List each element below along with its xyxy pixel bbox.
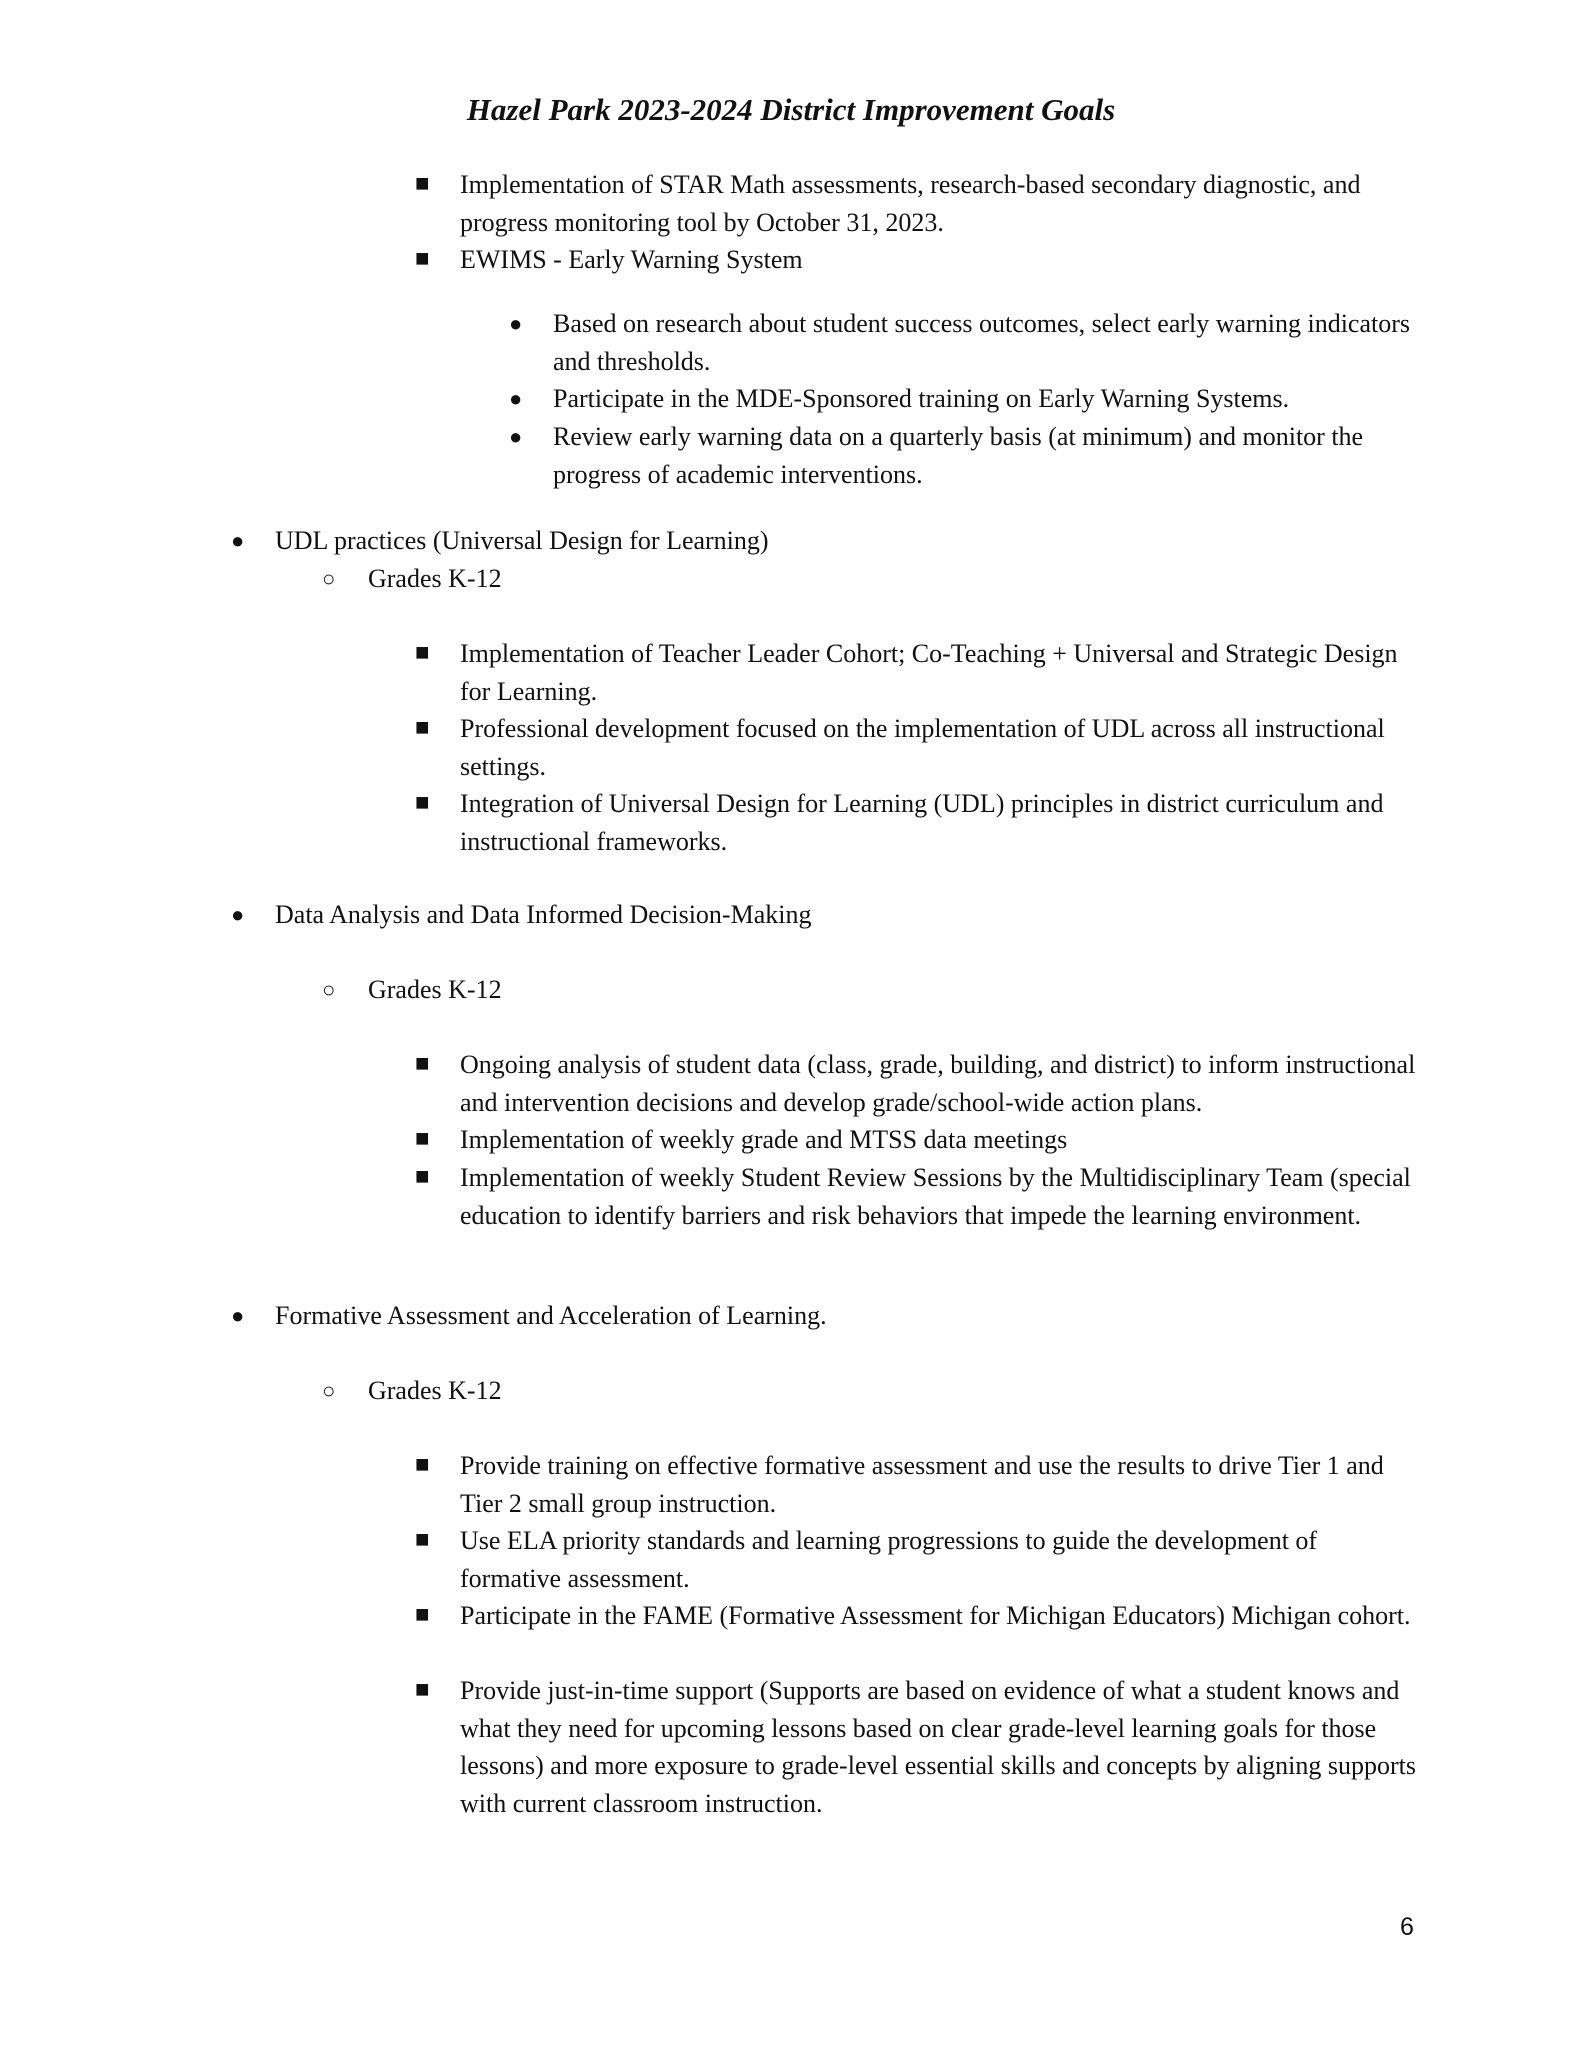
grade-label xyxy=(322,1372,1368,1410)
grade-label-text: Grades K-12 xyxy=(368,564,502,593)
list-item-text: Implementation of STAR Math assessments, research-based secondary diagnostic, and progress monitoring tool by October 31, 2023. xyxy=(460,170,1361,237)
list-item xyxy=(415,1672,1420,1822)
list-item-text: Use ELA priority standards and learning progressions to guide the development of formative assessment. xyxy=(460,1526,1318,1593)
section-heading-text: UDL practices (Universal Design for Learning) xyxy=(275,526,769,555)
list-item xyxy=(415,1597,1420,1635)
page-number: 6 xyxy=(1400,1913,1414,1941)
list-item xyxy=(415,785,1420,860)
list-item-text: Review early warning data on a quarterly basis (at minimum) and monitor the progress of academic interventions. xyxy=(553,422,1364,489)
square-bullet-icon: ■ xyxy=(415,1527,430,1553)
list-item xyxy=(415,1522,1420,1597)
list-item-text: Professional development focused on the implementation of UDL across all instructional settings. xyxy=(460,714,1385,781)
list-item-text: Implementation of weekly Student Review Sessions by the Multidisciplinary Team (special education to identify barriers and risk behaviors that impede the learning environment. xyxy=(460,1163,1411,1230)
list-item xyxy=(415,166,1420,241)
grade-label xyxy=(322,971,1368,1009)
list-item-text: Integration of Universal Design for Learning (UDL) principles in district curriculum and instructional frameworks. xyxy=(460,789,1384,856)
list-item xyxy=(509,305,1413,380)
square-bullet-icon: ■ xyxy=(415,246,430,272)
list-item-text: Participate in the FAME (Formative Assessment for Michigan Educators) Michigan cohort. xyxy=(460,1601,1411,1630)
square-bullet-icon: ■ xyxy=(415,1126,430,1152)
page-title: Hazel Park 2023-2024 District Improvement Goals xyxy=(466,92,1116,127)
list-item-text: Based on research about student success outcomes, select early warning indicators and thresholds. xyxy=(553,309,1410,376)
square-bullet-icon: ■ xyxy=(415,715,430,741)
list-item xyxy=(415,1159,1420,1234)
section-heading xyxy=(231,522,1365,560)
section-heading xyxy=(231,1297,1365,1335)
section-heading xyxy=(231,896,1365,934)
square-bullet-icon: ■ xyxy=(415,1602,430,1628)
square-bullet-icon: ■ xyxy=(415,1051,430,1077)
list-item xyxy=(415,635,1420,710)
disc-bullet-icon: ● xyxy=(231,902,245,927)
circle-bullet-icon: ○ xyxy=(322,977,336,1002)
square-bullet-icon: ■ xyxy=(415,790,430,816)
disc-bullet-icon: ● xyxy=(509,311,523,336)
list-item-text: Ongoing analysis of student data (class, grade, building, and district) to inform instructional and intervention decisions and develop grade/school-wide action plans. xyxy=(460,1050,1416,1117)
list-item-text: Provide training on effective formative assessment and use the results to drive Tier 1 and Tier 2 small group instruction. xyxy=(460,1451,1384,1518)
section-heading-text: Formative Assessment and Acceleration of Learning. xyxy=(275,1301,827,1330)
disc-bullet-icon: ● xyxy=(509,386,523,411)
list-item xyxy=(415,1447,1420,1522)
list-item-text: Participate in the MDE-Sponsored training on Early Warning Systems. xyxy=(553,384,1290,413)
list-item-text: Provide just-in-time support (Supports are based on evidence of what a student knows and what they need for upcoming lessons based on clear grade-level learning goals for those lessons) and more exposure to grade-level essential skills and concepts by aligning supports with current classroom instruction. xyxy=(460,1676,1417,1818)
square-bullet-icon: ■ xyxy=(415,171,430,197)
list-item xyxy=(509,380,1413,418)
section-heading-text: Data Analysis and Data Informed Decision-Making xyxy=(275,900,812,929)
list-item xyxy=(415,241,1420,279)
square-bullet-icon: ■ xyxy=(415,1452,430,1478)
disc-bullet-icon: ● xyxy=(231,528,245,553)
list-item-text: Implementation of weekly grade and MTSS data meetings xyxy=(460,1125,1068,1154)
square-bullet-icon: ■ xyxy=(415,1677,430,1703)
disc-bullet-icon: ● xyxy=(509,424,523,449)
disc-bullet-icon: ● xyxy=(231,1303,245,1328)
list-item-text: Implementation of Teacher Leader Cohort; Co-Teaching + Universal and Strategic Design for Learning. xyxy=(460,639,1398,706)
circle-bullet-icon: ○ xyxy=(322,1378,336,1403)
list-item xyxy=(415,1046,1420,1121)
circle-bullet-icon: ○ xyxy=(322,566,336,591)
list-item-text: EWIMS - Early Warning System xyxy=(460,245,803,274)
list-item xyxy=(509,418,1413,493)
grade-label xyxy=(322,560,1368,598)
grade-label-text: Grades K-12 xyxy=(368,975,502,1004)
list-item xyxy=(415,1121,1420,1159)
square-bullet-icon: ■ xyxy=(415,640,430,666)
list-item xyxy=(415,710,1420,785)
square-bullet-icon: ■ xyxy=(415,1164,430,1190)
grade-label-text: Grades K-12 xyxy=(368,1376,502,1405)
